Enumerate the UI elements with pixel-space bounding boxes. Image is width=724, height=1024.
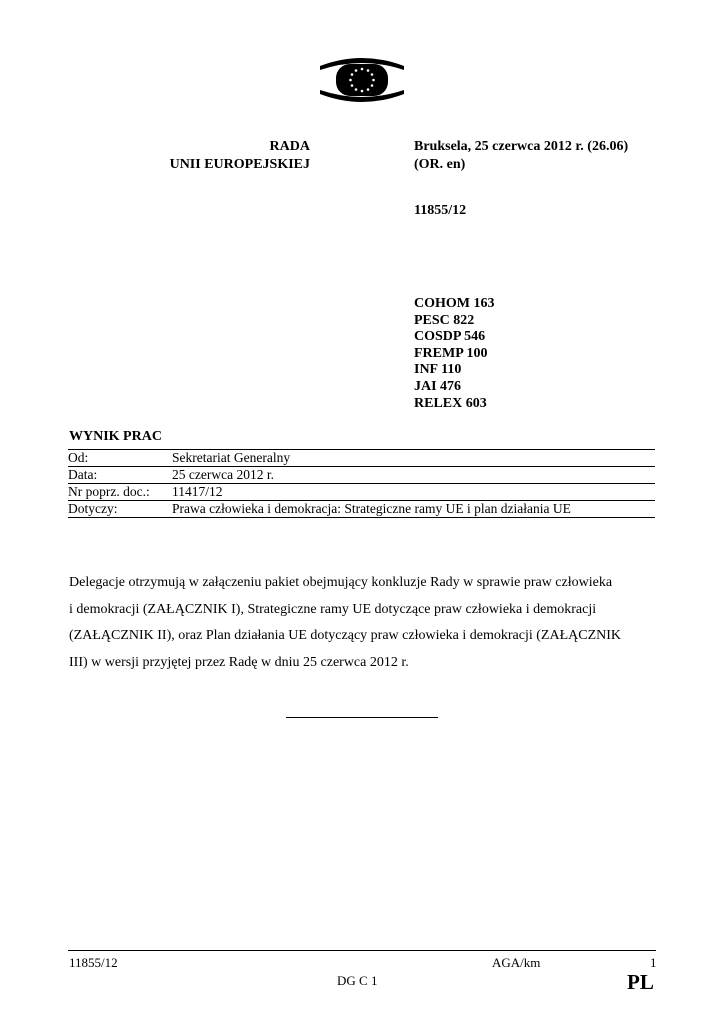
institution-line-2: UNII EUROPEJSKIEJ: [169, 157, 310, 172]
meta-label-subject: Dotyczy:: [68, 501, 172, 518]
document-type: WYNIK PRAC: [69, 429, 162, 444]
code-item: COSDP 546: [414, 329, 486, 345]
footer-doc-number: 11855/12: [69, 955, 118, 970]
eu-council-logo-icon: [318, 54, 406, 106]
body-line: (ZAŁĄCZNIK II), oraz Plan działania UE dotyczący praw człowieka i demokracji (ZAŁĄCZNIK: [69, 628, 622, 643]
institution-line-1: RADA: [269, 139, 310, 154]
body-line: Delegacje otrzymują w załączeniu pakiet obejmujący konkluzje Rady w sprawie praw człowieka: [69, 575, 613, 590]
end-rule: [286, 717, 438, 718]
document-number: 11855/12: [414, 203, 467, 218]
original-language: (OR. en): [414, 157, 466, 172]
meta-label-prev-doc: Nr poprz. doc.:: [68, 484, 172, 501]
table-row: [68, 467, 655, 484]
body-line: III) w wersji przyjętej przez Radę w dniu 25 czerwca 2012 r.: [69, 654, 409, 670]
classification-codes: [414, 296, 495, 412]
meta-table: [68, 449, 655, 518]
meta-value-date: 25 czerwca 2012 r.: [172, 467, 655, 484]
footer-initials: AGA/km: [492, 955, 541, 970]
table-row: [68, 450, 655, 467]
body-paragraph: [69, 570, 659, 676]
code-item: COHOM 163: [414, 296, 495, 311]
meta-value-from: Sekretariat Generalny: [172, 450, 655, 467]
footer-directorate: DG C 1: [337, 973, 378, 988]
code-item: FREMP 100: [414, 345, 488, 361]
place-date-block: [414, 138, 628, 174]
code-item: PESC 822: [414, 312, 475, 328]
body-line: i demokracji (ZAŁĄCZNIK I), Strategiczne ramy UE dotyczące praw człowieka i demokracji: [69, 601, 597, 617]
footer-divider: [68, 950, 656, 951]
code-item: RELEX 603: [414, 395, 487, 411]
footer-page-number: 1: [650, 955, 657, 970]
code-item: JAI 476: [414, 378, 462, 394]
institution-name: [130, 138, 310, 174]
code-item: INF 110: [414, 362, 462, 378]
meta-value-prev-doc: 11417/12: [172, 484, 655, 501]
table-row: [68, 501, 655, 518]
place-date: Bruksela, 25 czerwca 2012 r. (26.06): [414, 139, 629, 154]
table-row: [68, 484, 655, 501]
meta-label-from: Od:: [68, 450, 172, 467]
footer-language: PL: [627, 970, 654, 994]
meta-value-subject: Prawa człowieka i demokracja: Strategiczne ramy UE i plan działania UE: [172, 501, 655, 518]
meta-label-date: Data:: [68, 467, 172, 484]
